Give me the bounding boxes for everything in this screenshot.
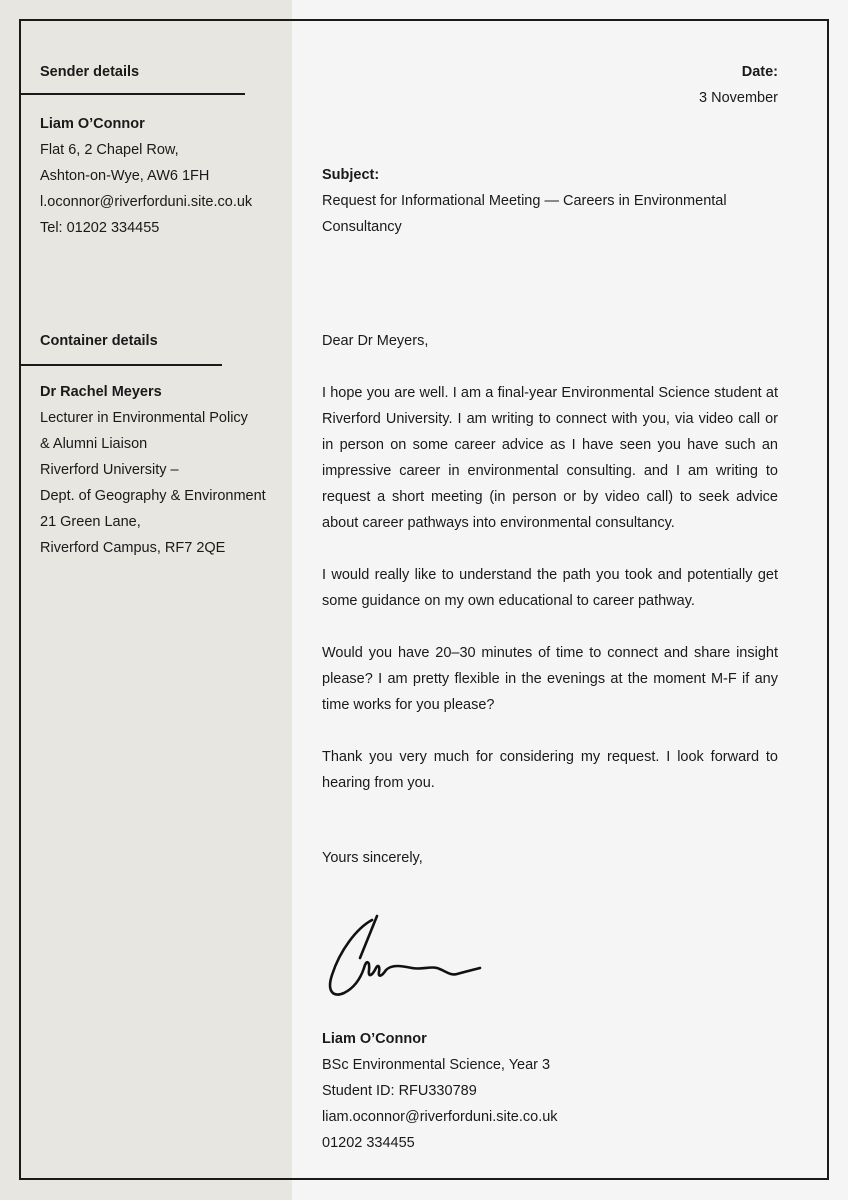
closing: Yours sincerely, [322,850,423,866]
sender-phone: Tel: 01202 334455 [40,220,160,236]
signoff-block [322,1026,778,1156]
recipient-title-line-1: Lecturer in Environmental Policy [40,410,248,426]
body-paragraph-1: I hope you are well. I am a final-year Environmental Science student at Riverford University. I am writing to connect with you, via video call or in person on some career advice as I have seen you have such an impressive career in environmental consulting. and I am writing to request a short meeting (in person or by video call) to seek advice about career pathways into environmental consultancy. [322,385,778,531]
recipient-dept: Dept. of Geography & Environment [40,488,266,504]
sender-email: l.oconnor@riverforduni.site.co.uk [40,194,253,210]
body-paragraph-3: Would you have 20–30 minutes of time to connect and share insight please? I am pretty flexible in the evenings at the moment M-F if any time works for you please? [322,645,778,713]
recipient-street: 21 Green Lane, [40,514,141,530]
sender-details [40,111,252,241]
recipient-details [40,379,266,561]
recipient-name: Dr Rachel Meyers [40,384,162,400]
subject-block [322,162,742,240]
signoff-name: Liam O’Connor [322,1031,427,1047]
letter-body [322,328,778,822]
body-paragraph-4: Thank you very much for considering my request. I look forward to hearing from you. [322,749,778,791]
sender-name: Liam O’Connor [40,116,145,132]
sender-heading: Sender details [40,64,140,80]
recipient-org: Riverford University – [40,462,179,478]
date-value: 3 November [699,90,778,106]
signoff-student-id: Student ID: RFU330789 [322,1083,477,1099]
sender-divider [19,93,245,95]
signoff-degree: BSc Environmental Science, Year 3 [322,1057,551,1073]
signoff-phone: 01202 334455 [322,1135,415,1151]
subject-value: Request for Informational Meeting — Careers in Environmental Consultancy [322,193,727,235]
date-label: Date: [741,64,778,80]
sender-address-line-2: Ashton-on-Wye, AW6 1FH [40,168,210,184]
salutation: Dear Dr Meyers, [322,333,429,349]
signoff-email: liam.oconnor@riverforduni.site.co.uk [322,1109,558,1125]
recipient-divider [19,364,222,366]
signature-icon [322,910,492,1005]
recipient-campus: Riverford Campus, RF7 2QE [40,540,226,556]
date-block [699,59,778,111]
body-paragraph-2: I would really like to understand the path you took and potentially get some guidance on my own educational to career pathway. [322,567,778,609]
subject-label: Subject: [322,167,380,183]
recipient-title-line-2: & Alumni Liaison [40,436,148,452]
sender-address-line-1: Flat 6, 2 Chapel Row, [40,142,179,158]
recipient-heading: Container details [40,333,158,349]
